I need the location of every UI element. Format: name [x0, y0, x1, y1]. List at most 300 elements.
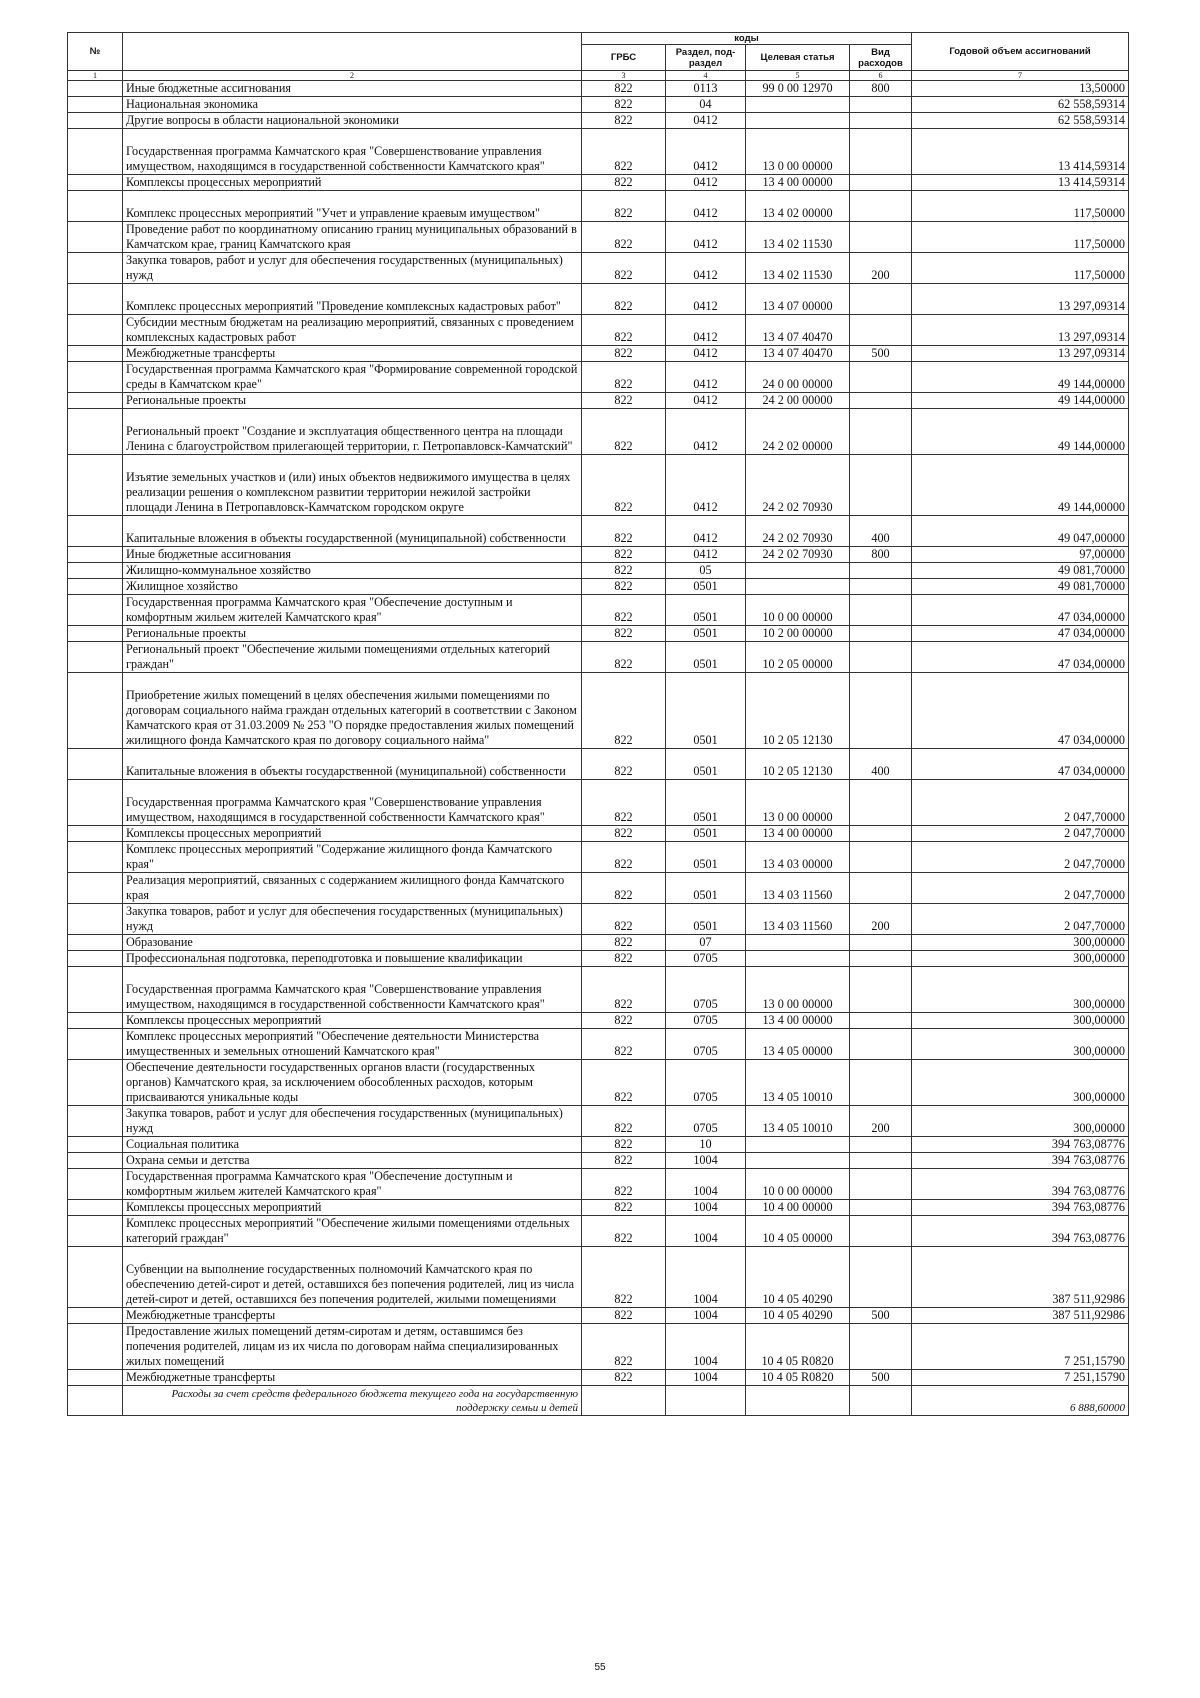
table-row — [68, 113, 1129, 129]
table-row — [68, 1137, 1129, 1153]
row-name-cell: Комплексы процессных мероприятий — [123, 826, 582, 842]
row-type-cell — [850, 1013, 912, 1029]
row-article-cell: 24 2 00 00000 — [746, 393, 850, 409]
row-article-cell — [746, 935, 850, 951]
row-amount-cell: 394 763,08776 — [912, 1169, 1129, 1200]
row-num-cell — [68, 346, 123, 362]
index-row — [68, 71, 1129, 81]
row-amount-cell: 2 047,70000 — [912, 873, 1129, 904]
table-row — [68, 826, 1129, 842]
row-num-cell — [68, 455, 123, 516]
note-text: Расходы за счет средств федерального бюджета текущего года на государственную поддержку семьи и детей — [123, 1386, 582, 1416]
row-num-cell — [68, 1013, 123, 1029]
row-grbs-cell: 822 — [582, 563, 666, 579]
table-row — [68, 626, 1129, 642]
row-grbs-cell: 822 — [582, 409, 666, 455]
row-section-cell: 0501 — [666, 642, 746, 673]
index-cell: 5 — [746, 71, 850, 81]
table-row — [68, 222, 1129, 253]
row-name-cell: Межбюджетные трансферты — [123, 346, 582, 362]
row-section-cell: 04 — [666, 97, 746, 113]
row-type-cell — [850, 222, 912, 253]
row-grbs-cell: 822 — [582, 81, 666, 97]
row-amount-cell: 2 047,70000 — [912, 780, 1129, 826]
row-amount-cell: 62 558,59314 — [912, 97, 1129, 113]
table-row — [68, 642, 1129, 673]
row-section-cell: 07 — [666, 935, 746, 951]
row-article-cell: 13 4 07 00000 — [746, 284, 850, 315]
row-section-cell: 0412 — [666, 393, 746, 409]
row-grbs-cell: 822 — [582, 951, 666, 967]
table-row — [68, 175, 1129, 191]
row-name-cell: Межбюджетные трансферты — [123, 1370, 582, 1386]
row-grbs-cell: 822 — [582, 826, 666, 842]
row-type-cell — [850, 873, 912, 904]
table-row — [68, 129, 1129, 175]
page-number: 55 — [594, 1662, 606, 1673]
table-row — [68, 749, 1129, 780]
row-section-cell: 0501 — [666, 780, 746, 826]
row-article-cell: 99 0 00 12970 — [746, 81, 850, 97]
row-type-cell — [850, 1216, 912, 1247]
row-section-cell: 1004 — [666, 1200, 746, 1216]
row-grbs-cell: 822 — [582, 873, 666, 904]
row-amount-cell: 13 297,09314 — [912, 315, 1129, 346]
row-amount-cell: 47 034,00000 — [912, 626, 1129, 642]
row-article-cell: 13 4 03 11560 — [746, 873, 850, 904]
row-name-cell: Региональные проекты — [123, 626, 582, 642]
row-name-cell: Профессиональная подготовка, переподготовка и повышение квалификации — [123, 951, 582, 967]
row-grbs-cell: 822 — [582, 1200, 666, 1216]
row-name-cell: Государственная программа Камчатского края "Совершенствование управления имуществом, находящимся в государственной собственности Камчатского края" — [123, 129, 582, 175]
row-amount-cell: 49 081,70000 — [912, 563, 1129, 579]
table-row — [68, 579, 1129, 595]
header-name — [123, 33, 582, 71]
table-row — [68, 362, 1129, 393]
row-section-cell: 0705 — [666, 1013, 746, 1029]
row-section-cell: 05 — [666, 563, 746, 579]
row-type-cell: 200 — [850, 253, 912, 284]
row-amount-cell: 49 144,00000 — [912, 362, 1129, 393]
row-grbs-cell: 822 — [582, 1324, 666, 1370]
row-section-cell: 0412 — [666, 222, 746, 253]
row-num-cell — [68, 1386, 123, 1416]
row-num-cell — [68, 904, 123, 935]
row-name-cell: Комплекс процессных мероприятий "Обеспечение жилыми помещениями отдельных категорий граждан" — [123, 1216, 582, 1247]
row-grbs-cell: 822 — [582, 516, 666, 547]
row-type-cell — [850, 967, 912, 1013]
row-amount-cell: 117,50000 — [912, 191, 1129, 222]
row-grbs-cell: 822 — [582, 1153, 666, 1169]
row-grbs-cell: 822 — [582, 253, 666, 284]
table-row — [68, 951, 1129, 967]
row-article-cell: 13 4 03 11560 — [746, 904, 850, 935]
row-name-cell: Комплексы процессных мероприятий — [123, 1200, 582, 1216]
header-num: № — [68, 33, 123, 71]
row-num-cell — [68, 842, 123, 873]
header-grbs: ГРБС — [582, 45, 666, 71]
row-article-cell: 10 2 05 00000 — [746, 642, 850, 673]
row-article-cell — [746, 563, 850, 579]
row-section-cell: 0705 — [666, 1060, 746, 1106]
row-num-cell — [68, 516, 123, 547]
row-amount-cell: 47 034,00000 — [912, 749, 1129, 780]
row-article-cell — [746, 1137, 850, 1153]
row-section-cell: 0501 — [666, 842, 746, 873]
row-grbs-cell: 822 — [582, 967, 666, 1013]
row-num-cell — [68, 1029, 123, 1060]
header-amount: Годовой объем ассигнований — [912, 33, 1129, 71]
row-type-cell — [850, 129, 912, 175]
row-grbs-cell: 822 — [582, 191, 666, 222]
row-num-cell — [68, 393, 123, 409]
row-grbs-cell: 822 — [582, 842, 666, 873]
row-amount-cell: 300,00000 — [912, 935, 1129, 951]
row-name-cell: Государственная программа Камчатского края "Совершенствование управления имуществом, находящимся в государственной собственности Камчатского края" — [123, 780, 582, 826]
row-amount-cell: 394 763,08776 — [912, 1153, 1129, 1169]
row-name-cell: Закупка товаров, работ и услуг для обеспечения государственных (муниципальных) нужд — [123, 1106, 582, 1137]
row-grbs-cell: 822 — [582, 175, 666, 191]
table-row — [68, 673, 1129, 749]
row-section-cell: 0501 — [666, 595, 746, 626]
row-section-cell: 0705 — [666, 1106, 746, 1137]
header-codes: коды — [582, 33, 912, 45]
row-amount-cell: 300,00000 — [912, 1106, 1129, 1137]
row-num-cell — [68, 1060, 123, 1106]
row-num-cell — [68, 1370, 123, 1386]
row-article-cell: 13 4 07 40470 — [746, 315, 850, 346]
row-name-cell: Охрана семьи и детства — [123, 1153, 582, 1169]
row-grbs-cell: 822 — [582, 97, 666, 113]
row-name-cell: Иные бюджетные ассигнования — [123, 81, 582, 97]
row-name-cell: Региональный проект "Создание и эксплуатация общественного центра на площади Ленина с благоустройством прилегающей территории, г. Петропавловск-Камчатский" — [123, 409, 582, 455]
row-section-cell: 1004 — [666, 1308, 746, 1324]
row-type-cell — [850, 563, 912, 579]
row-type-cell: 500 — [850, 346, 912, 362]
row-amount-cell: 394 763,08776 — [912, 1216, 1129, 1247]
row-amount-cell: 13 297,09314 — [912, 346, 1129, 362]
row-article-cell: 13 4 03 00000 — [746, 842, 850, 873]
row-article-cell: 13 4 05 10010 — [746, 1106, 850, 1137]
table-row — [68, 455, 1129, 516]
index-cell: 7 — [912, 71, 1129, 81]
table-row — [68, 873, 1129, 904]
row-num-cell — [68, 113, 123, 129]
row-type-cell — [850, 393, 912, 409]
index-cell: 2 — [123, 71, 582, 81]
table-row — [68, 1169, 1129, 1200]
row-amount-cell: 7 251,15790 — [912, 1324, 1129, 1370]
row-grbs-cell: 822 — [582, 1370, 666, 1386]
table-row — [68, 1013, 1129, 1029]
row-name-cell: Социальная политика — [123, 1137, 582, 1153]
header-article: Целевая статья — [746, 45, 850, 71]
row-article-cell: 10 4 05 R0820 — [746, 1324, 850, 1370]
budget-table — [67, 32, 1129, 1416]
row-section-cell: 0412 — [666, 253, 746, 284]
row-type-cell: 400 — [850, 749, 912, 780]
row-article-cell: 24 2 02 70930 — [746, 455, 850, 516]
row-grbs-cell: 822 — [582, 284, 666, 315]
row-grbs-cell: 822 — [582, 1216, 666, 1247]
row-article-cell: 13 4 07 40470 — [746, 346, 850, 362]
row-name-cell: Региональный проект "Обеспечение жилыми помещениями отдельных категорий граждан" — [123, 642, 582, 673]
row-section-cell: 0501 — [666, 673, 746, 749]
row-amount-cell: 62 558,59314 — [912, 113, 1129, 129]
row-grbs-cell: 822 — [582, 315, 666, 346]
table-row — [68, 284, 1129, 315]
row-grbs-cell: 822 — [582, 642, 666, 673]
row-name-cell: Предоставление жилых помещений детям-сиротам и детям, оставшимся без попечения родителей, лицам из их числа по договорам найма специализированных жилых помещений — [123, 1324, 582, 1370]
header-type: Вид расходов — [850, 45, 912, 71]
row-name-cell: Государственная программа Камчатского края "Обеспечение доступным и комфортным жильем жителей Камчатского края" — [123, 595, 582, 626]
row-amount-cell: 97,00000 — [912, 547, 1129, 563]
row-grbs-cell: 822 — [582, 1137, 666, 1153]
row-grbs-cell: 822 — [582, 547, 666, 563]
row-amount-cell: 13 297,09314 — [912, 284, 1129, 315]
table-row — [68, 935, 1129, 951]
row-num-cell — [68, 563, 123, 579]
table-row — [68, 97, 1129, 113]
table-row — [68, 1247, 1129, 1308]
row-amount-cell: 13 414,59314 — [912, 175, 1129, 191]
row-section-cell: 1004 — [666, 1153, 746, 1169]
row-type-cell — [850, 455, 912, 516]
row-section-cell: 0412 — [666, 362, 746, 393]
row-amount-cell: 300,00000 — [912, 951, 1129, 967]
row-article-cell: 24 2 02 70930 — [746, 547, 850, 563]
row-section-cell: 1004 — [666, 1216, 746, 1247]
table-row — [68, 315, 1129, 346]
row-article-cell: 13 4 00 00000 — [746, 1013, 850, 1029]
row-amount-cell: 387 511,92986 — [912, 1247, 1129, 1308]
row-article-cell: 13 4 00 00000 — [746, 826, 850, 842]
row-amount-cell: 49 081,70000 — [912, 579, 1129, 595]
row-num-cell — [68, 1106, 123, 1137]
row-section-cell: 0412 — [666, 455, 746, 516]
row-num-cell — [68, 253, 123, 284]
row-section-cell: 0412 — [666, 516, 746, 547]
row-type-cell — [850, 191, 912, 222]
row-name-cell: Обеспечение деятельности государственных органов власти (государственных органов) Камчатского края, за исключением обособленных расходов, которым присваиваются уникальные коды — [123, 1060, 582, 1106]
row-num-cell — [68, 409, 123, 455]
row-type-cell — [850, 1324, 912, 1370]
row-type-cell — [850, 935, 912, 951]
row-article-cell: 10 4 05 R0820 — [746, 1370, 850, 1386]
row-article-cell: 10 4 05 40290 — [746, 1247, 850, 1308]
row-amount-cell: 117,50000 — [912, 222, 1129, 253]
row-num-cell — [68, 129, 123, 175]
note-empty-cell — [850, 1386, 912, 1416]
row-article-cell: 13 4 05 10010 — [746, 1060, 850, 1106]
row-section-cell: 10 — [666, 1137, 746, 1153]
row-article-cell — [746, 579, 850, 595]
row-num-cell — [68, 1169, 123, 1200]
row-num-cell — [68, 284, 123, 315]
row-article-cell: 24 2 02 70930 — [746, 516, 850, 547]
row-num-cell — [68, 81, 123, 97]
row-type-cell — [850, 409, 912, 455]
row-amount-cell: 13 414,59314 — [912, 129, 1129, 175]
row-section-cell: 0501 — [666, 873, 746, 904]
row-section-cell: 0412 — [666, 284, 746, 315]
row-type-cell — [850, 642, 912, 673]
row-grbs-cell: 822 — [582, 1308, 666, 1324]
row-num-cell — [68, 1324, 123, 1370]
row-section-cell: 0412 — [666, 346, 746, 362]
row-name-cell: Другие вопросы в области национальной экономики — [123, 113, 582, 129]
row-num-cell — [68, 222, 123, 253]
row-article-cell: 10 4 05 00000 — [746, 1216, 850, 1247]
row-section-cell: 0705 — [666, 951, 746, 967]
row-article-cell: 13 0 00 00000 — [746, 967, 850, 1013]
row-type-cell — [850, 780, 912, 826]
table-row — [68, 1308, 1129, 1324]
row-num-cell — [68, 967, 123, 1013]
row-grbs-cell: 822 — [582, 1029, 666, 1060]
row-num-cell — [68, 1153, 123, 1169]
row-grbs-cell: 822 — [582, 222, 666, 253]
row-article-cell: 13 4 00 00000 — [746, 175, 850, 191]
row-name-cell: Комплекс процессных мероприятий "Учет и управление краевым имуществом" — [123, 191, 582, 222]
row-name-cell: Государственная программа Камчатского края "Совершенствование управления имуществом, находящимся в государственной собственности Камчатского края" — [123, 967, 582, 1013]
note-empty-cell — [746, 1386, 850, 1416]
table-row — [68, 967, 1129, 1013]
row-article-cell: 13 4 02 11530 — [746, 222, 850, 253]
row-name-cell: Комплекс процессных мероприятий "Проведение комплексных кадастровых работ" — [123, 284, 582, 315]
row-article-cell: 13 4 05 00000 — [746, 1029, 850, 1060]
row-section-cell: 0412 — [666, 191, 746, 222]
row-amount-cell: 47 034,00000 — [912, 642, 1129, 673]
row-grbs-cell: 822 — [582, 1106, 666, 1137]
row-grbs-cell: 822 — [582, 129, 666, 175]
row-name-cell: Капитальные вложения в объекты государственной (муниципальной) собственности — [123, 749, 582, 780]
row-type-cell — [850, 951, 912, 967]
row-num-cell — [68, 626, 123, 642]
row-amount-cell: 13,50000 — [912, 81, 1129, 97]
row-num-cell — [68, 780, 123, 826]
row-type-cell — [850, 362, 912, 393]
row-section-cell: 0501 — [666, 579, 746, 595]
row-amount-cell: 47 034,00000 — [912, 673, 1129, 749]
row-name-cell: Приобретение жилых помещений в целях обеспечения жилыми помещениями по договорам социального найма граждан отдельных категорий в соответствии с Законом Камчатского края от 31.03.2009 № 253 "О порядке предоставления жилых помещений жилищного фонда Камчатского края по договору социального найма" — [123, 673, 582, 749]
row-name-cell: Реализация мероприятий, связанных с содержанием жилищного фонда Камчатского края — [123, 873, 582, 904]
row-type-cell — [850, 826, 912, 842]
row-type-cell — [850, 842, 912, 873]
note-amount: 6 888,60000 — [912, 1386, 1129, 1416]
row-section-cell: 1004 — [666, 1324, 746, 1370]
row-amount-cell: 394 763,08776 — [912, 1137, 1129, 1153]
row-num-cell — [68, 595, 123, 626]
row-name-cell: Региональные проекты — [123, 393, 582, 409]
note-empty-cell — [666, 1386, 746, 1416]
row-num-cell — [68, 547, 123, 563]
row-article-cell — [746, 951, 850, 967]
table-row — [68, 393, 1129, 409]
table-body — [68, 71, 1129, 1416]
row-section-cell: 0412 — [666, 315, 746, 346]
row-num-cell — [68, 1137, 123, 1153]
row-name-cell: Комплексы процессных мероприятий — [123, 175, 582, 191]
row-num-cell — [68, 1200, 123, 1216]
row-section-cell: 1004 — [666, 1247, 746, 1308]
row-name-cell: Образование — [123, 935, 582, 951]
row-section-cell: 0412 — [666, 129, 746, 175]
row-section-cell: 0705 — [666, 1029, 746, 1060]
row-type-cell — [850, 595, 912, 626]
row-type-cell — [850, 1200, 912, 1216]
row-name-cell: Комплекс процессных мероприятий "Содержание жилищного фонда Камчатского края" — [123, 842, 582, 873]
row-article-cell: 13 0 00 00000 — [746, 780, 850, 826]
table-row — [68, 346, 1129, 362]
row-type-cell: 800 — [850, 547, 912, 563]
table-row — [68, 1370, 1129, 1386]
row-type-cell — [850, 1029, 912, 1060]
row-amount-cell: 47 034,00000 — [912, 595, 1129, 626]
row-num-cell — [68, 315, 123, 346]
row-amount-cell: 49 144,00000 — [912, 393, 1129, 409]
row-grbs-cell: 822 — [582, 362, 666, 393]
row-num-cell — [68, 935, 123, 951]
row-num-cell — [68, 642, 123, 673]
row-grbs-cell: 822 — [582, 346, 666, 362]
row-name-cell: Жилищное хозяйство — [123, 579, 582, 595]
row-name-cell: Государственная программа Камчатского края "Обеспечение доступным и комфортным жильем жителей Камчатского края" — [123, 1169, 582, 1200]
row-num-cell — [68, 175, 123, 191]
row-num-cell — [68, 749, 123, 780]
table-row — [68, 409, 1129, 455]
row-section-cell: 0412 — [666, 175, 746, 191]
row-type-cell — [850, 1137, 912, 1153]
row-article-cell: 24 0 00 00000 — [746, 362, 850, 393]
row-num-cell — [68, 1216, 123, 1247]
row-section-cell: 0412 — [666, 547, 746, 563]
row-type-cell: 200 — [850, 904, 912, 935]
row-section-cell: 0412 — [666, 113, 746, 129]
row-name-cell: Закупка товаров, работ и услуг для обеспечения государственных (муниципальных) нужд — [123, 904, 582, 935]
table-row — [68, 516, 1129, 547]
row-section-cell: 0501 — [666, 904, 746, 935]
row-amount-cell: 2 047,70000 — [912, 826, 1129, 842]
row-type-cell: 500 — [850, 1370, 912, 1386]
row-type-cell — [850, 673, 912, 749]
row-section-cell: 0501 — [666, 749, 746, 780]
row-grbs-cell: 822 — [582, 935, 666, 951]
row-article-cell: 24 2 02 00000 — [746, 409, 850, 455]
row-num-cell — [68, 362, 123, 393]
row-grbs-cell: 822 — [582, 393, 666, 409]
row-type-cell — [850, 1169, 912, 1200]
row-name-cell: Изъятие земельных участков и (или) иных объектов недвижимого имущества в целях реализации решения о комплексном развитии территории нежилой застройки площади Ленина в Петропавловск-Камчатском городском округе — [123, 455, 582, 516]
row-amount-cell: 7 251,15790 — [912, 1370, 1129, 1386]
row-grbs-cell: 822 — [582, 1169, 666, 1200]
table-row — [68, 780, 1129, 826]
row-num-cell — [68, 1247, 123, 1308]
row-article-cell: 13 4 02 11530 — [746, 253, 850, 284]
row-grbs-cell: 822 — [582, 1247, 666, 1308]
row-num-cell — [68, 951, 123, 967]
row-amount-cell: 300,00000 — [912, 967, 1129, 1013]
row-name-cell: Комплексы процессных мероприятий — [123, 1013, 582, 1029]
table-row — [68, 563, 1129, 579]
row-name-cell: Проведение работ по координатному описанию границ муниципальных образований в Камчатском крае, границ Камчатского края — [123, 222, 582, 253]
row-amount-cell: 49 144,00000 — [912, 409, 1129, 455]
row-type-cell — [850, 175, 912, 191]
row-grbs-cell: 822 — [582, 673, 666, 749]
row-article-cell: 10 4 00 00000 — [746, 1200, 850, 1216]
row-article-cell: 10 0 00 00000 — [746, 595, 850, 626]
row-type-cell — [850, 1153, 912, 1169]
